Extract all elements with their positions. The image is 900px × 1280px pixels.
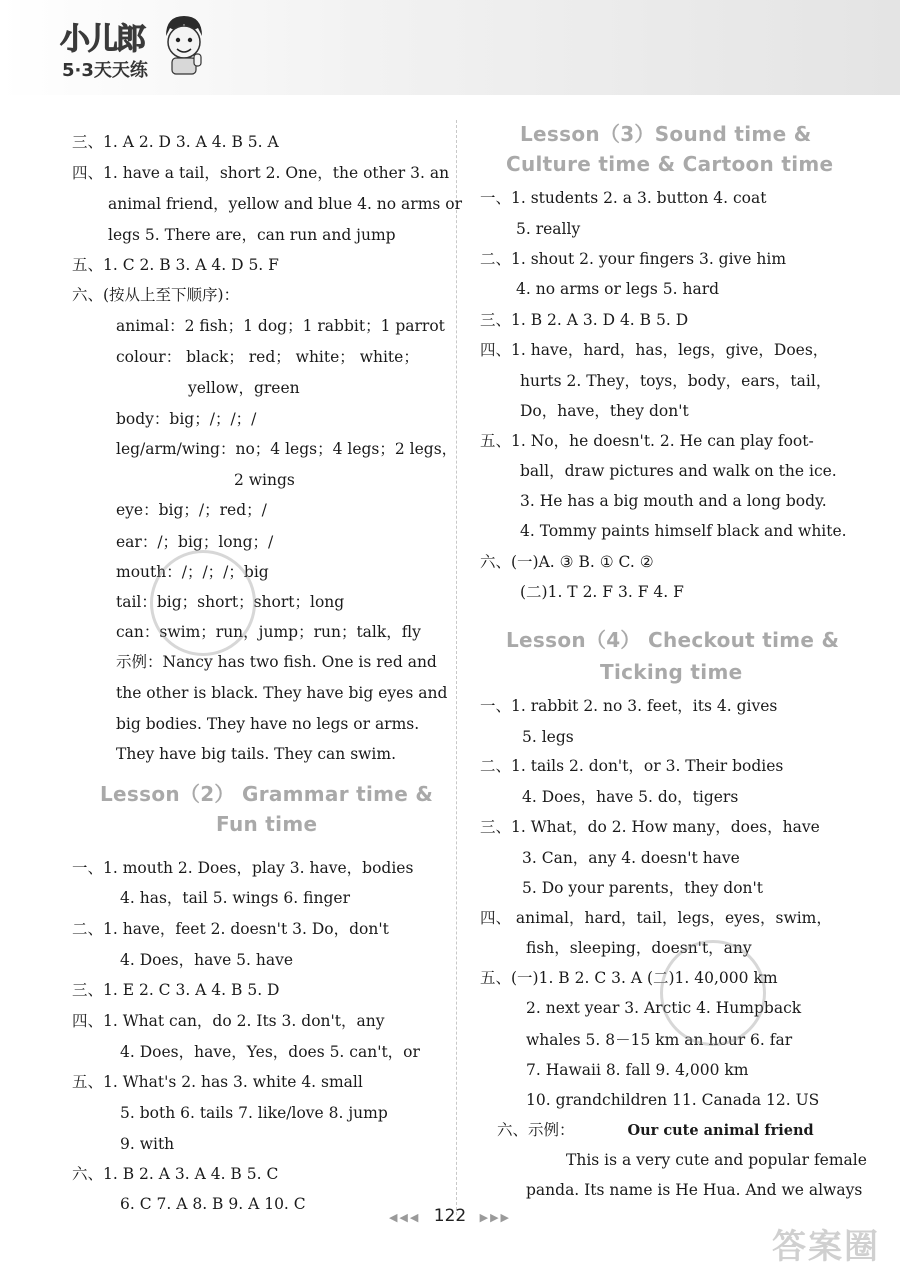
answer-line: 9. with (120, 1135, 175, 1153)
answer-line: 五、(一)1. B 2. C 3. A (二)1. 40,000 km (480, 969, 778, 987)
answer-line: 三、1. B 2. A 3. D 4. B 5. D (480, 311, 689, 329)
answer-line: yellow，green (188, 379, 300, 397)
answer-line: 二、1. have，feet 2. doesn't 3. Do，don't (72, 920, 389, 938)
watermark-text: 答案圈 (772, 1227, 880, 1267)
lesson-heading: Ticking time (600, 660, 743, 684)
answer-line: 5. really (516, 220, 581, 238)
answer-line: 一、1. rabbit 2. no 3. feet，its 4. gives (480, 697, 778, 715)
lesson-heading: Lesson（3）Sound time & (520, 122, 812, 146)
lesson-heading: Culture time & Cartoon time (506, 152, 834, 176)
answer-line: 5. legs (522, 728, 574, 746)
watermark-stamp (660, 940, 766, 1046)
answer-line: 4. has，tail 5. wings 6. finger (120, 889, 350, 907)
answer-line: 7. Hawaii 8. fall 9. 4,000 km (526, 1061, 749, 1079)
answer-line: 三、1. A 2. D 3. A 4. B 5. A (72, 133, 279, 151)
answer-line: 五、1. What's 2. has 3. white 4. small (72, 1073, 363, 1091)
page-header (0, 0, 900, 95)
answer-line: 5. both 6. tails 7. like/love 8. jump (120, 1104, 388, 1122)
answer-line: 二、1. tails 2. don't，or 3. Their bodies (480, 757, 784, 775)
answer-line: fish，sleeping，doesn't，any (526, 939, 752, 957)
answer-line: 六、(按从上至下顺序)： (72, 286, 240, 304)
answer-line: Do，have，they don't (520, 402, 689, 420)
answer-line: leg/arm/wing：no；4 legs；4 legs；2 legs， (116, 440, 458, 458)
right-arrows-icon: ▶▶▶ (479, 1211, 512, 1224)
answer-line: 2. next year 3. Arctic 4. Humpback (526, 999, 802, 1017)
answer-line: 10. grandchildren 11. Canada 12. US (526, 1091, 820, 1109)
answer-line: 五、1. C 2. B 3. A 4. D 5. F (72, 256, 279, 274)
answer-line: 示例：Nancy has two fish. One is red and (116, 653, 437, 671)
answer-line: 5. Do your parents，they don't (522, 879, 764, 897)
answer-line: panda. Its name is He Hua. And we always (526, 1181, 863, 1199)
left-arrows-icon: ◀◀◀ (388, 1211, 421, 1224)
logo-subtitle: 5·3天天练 (62, 60, 148, 81)
lesson-heading: Lesson（4） Checkout time & (506, 628, 840, 652)
answer-line: big bodies. They have no legs or arms. (116, 715, 420, 733)
answer-line: 四、 animal，hard，tail，legs，eyes，swim， (480, 909, 832, 927)
answer-line: mouth：/；/；/；big (116, 563, 269, 581)
answer-line: 一、1. students 2. a 3. button 4. coat (480, 189, 767, 207)
answer-line: ear：/；big；long；/ (116, 533, 274, 551)
answer-line: body：big；/；/；/ (116, 410, 257, 428)
answer-line: 四、1. What can，do 2. Its 3. don't，any (72, 1012, 385, 1030)
answer-line: 2 wings (234, 471, 295, 489)
answer-line: tail：big；short；short；long (116, 593, 345, 611)
answer-line: whales 5. 8－15 km an hour 6. far (526, 1031, 793, 1049)
answer-line: 六、(一)A. ③ B. ① C. ② (480, 553, 654, 571)
answer-line: They have big tails. They can swim. (116, 745, 396, 763)
answer-line: 五、1. No，he doesn't. 2. He can play foot- (480, 432, 814, 450)
answer-line: 三、1. What，do 2. How many，does，have (480, 818, 820, 836)
answer-line: 4. no arms or legs 5. hard (516, 280, 720, 298)
answer-line: 4. Does，have 5. have (120, 951, 294, 969)
page-number-bar (0, 1206, 900, 1226)
page-number: 122 (433, 1206, 467, 1226)
boy-mascot-icon (160, 14, 208, 76)
answer-line: 4. Tommy paints himself black and white. (520, 522, 847, 540)
answer-line: can：swim；run，jump；run；talk，fly (116, 623, 421, 641)
essay-title: Our cute animal friend (627, 1122, 814, 1139)
answer-line: 3. He has a big mouth and a long body. (520, 492, 827, 510)
answer-line: 3. Can，any 4. doesn't have (522, 849, 740, 867)
answer-line: animal friend，yellow and blue 4. no arms or (108, 195, 463, 213)
answer-line: (二)1. T 2. F 3. F 4. F (520, 583, 684, 601)
answer-line: animal：2 fish；1 dog；1 rabbit；1 parrot (116, 317, 445, 335)
column-divider (456, 120, 457, 1215)
answer-line: 六、1. B 2. A 3. A 4. B 5. C (72, 1165, 279, 1183)
answer-line: 二、1. shout 2. your fingers 3. give him (480, 250, 787, 268)
answer-line: 四、1. have，hard，has，legs，give，Does， (480, 341, 829, 359)
answer-line: This is a very cute and popular female (566, 1151, 867, 1169)
essay-prefix: 六、示例： (497, 1121, 575, 1139)
answer-line: ball，draw pictures and walk on the ice. (520, 462, 837, 480)
answer-line: 4. Does，have 5. do，tigers (522, 788, 739, 806)
answer-line: 四、1. have a tail，short 2. One，the other 3. an (72, 164, 450, 182)
answer-line: legs 5. There are，can run and jump (108, 226, 396, 244)
logo-title: 小儿郎 (60, 22, 144, 57)
answer-line: 三、1. E 2. C 3. A 4. B 5. D (72, 981, 280, 999)
essay-title-line (497, 1120, 814, 1141)
answer-line: 一、1. mouth 2. Does，play 3. have，bodies (72, 859, 414, 877)
answer-line: 4. Does，have，Yes，does 5. can't，or (120, 1043, 420, 1061)
answer-line: 6. C 7. A 8. B 9. A 10. C (120, 1195, 306, 1213)
answer-line: hurts 2. They，toys，body，ears，tail， (520, 372, 832, 390)
lesson-heading: Lesson（2） Grammar time & (100, 782, 434, 806)
answer-line: eye：big；/；red；/ (116, 501, 267, 519)
watermark-stamp (150, 550, 256, 656)
answer-line: colour： black； red； white； white； (116, 348, 419, 366)
lesson-heading: Fun time (216, 812, 318, 836)
answer-line: the other is black. They have big eyes and (116, 684, 448, 702)
